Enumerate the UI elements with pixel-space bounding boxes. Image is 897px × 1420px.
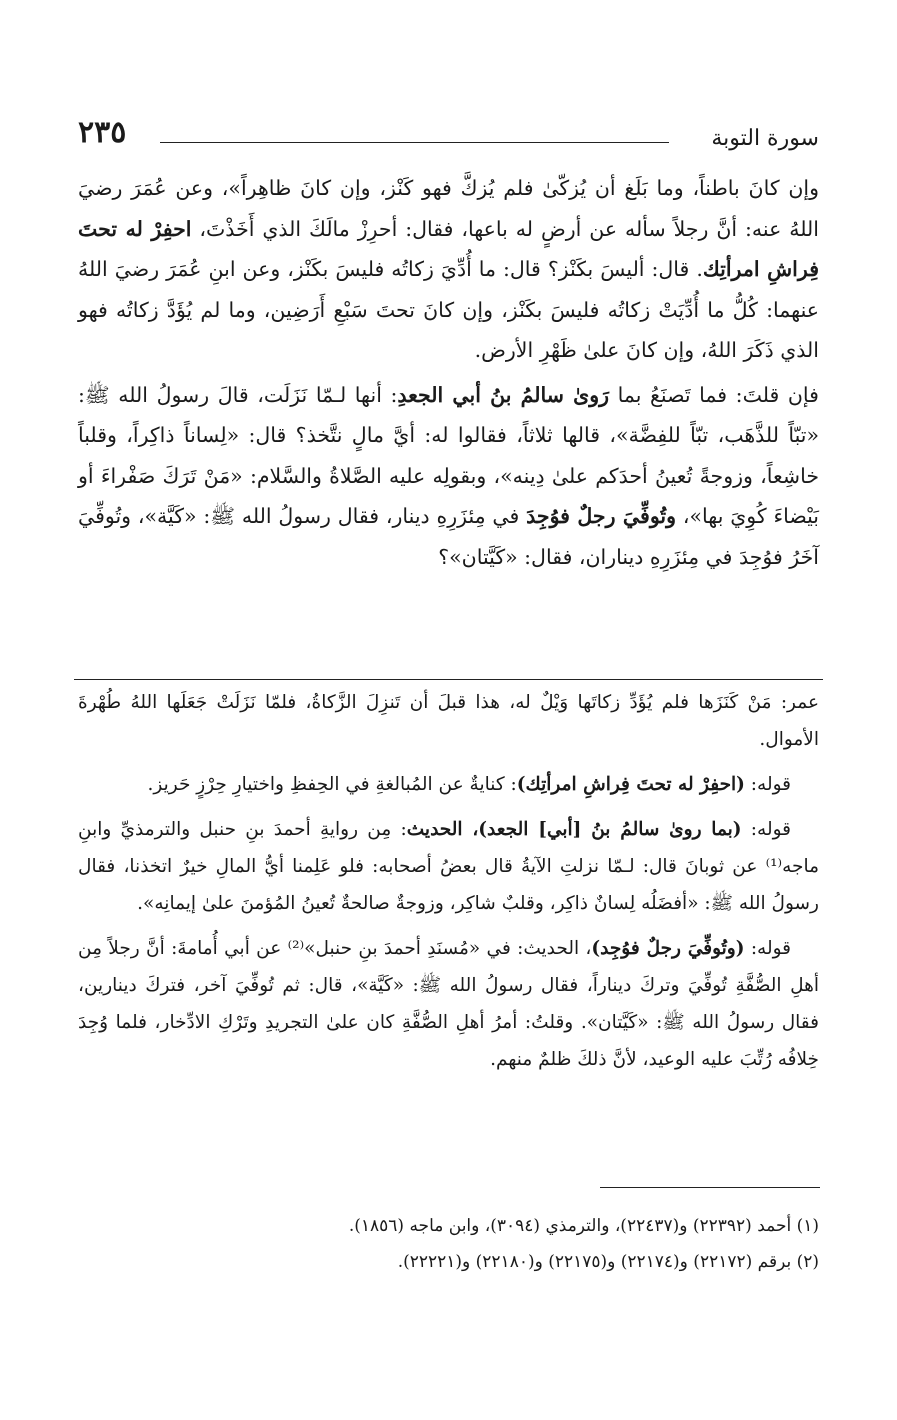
footnote-2: (٢) برقم (٢٢١٧٢) و(٢٢١٧٤) و(٢٢١٧٥) و(٢٢١٨٠) و(٢٢٢٢١). [397, 1252, 819, 1272]
main-paragraph-2 [78, 375, 819, 578]
main-paragraph-1-bold: احفِرْ له تحتَ فِراشِ امرأتِك [78, 216, 819, 281]
commentary-paragraph-3-bold: (بما روىٰ سالمُ بنُ [أبي] الجعد)، الحديث [406, 819, 742, 840]
main-paragraph-2-lead: فإن قلتَ: فما تَصنَعُ بما [617, 382, 819, 407]
commentary [78, 684, 819, 1078]
commentary-paragraph-4-rest: ، الحديث: في «مُسنَدِ أحمدَ بنِ حنبل»⁽²⁾ عن أبي أُمامةَ: أنَّ رجلاً مِن أهلِ الصُّفَّةِ تُوفِّيَ وتركَ ديناراً، فقال رسولُ الله ﷺ: «كَيَّة»، قال: ثم تُوفِّيَ آخر، فتركَ دينارين، فقال رسولُ الله ﷺ: «كَيَّتان». وقلتُ: أمرُ أهلِ الصُّفَّةِ كان علىٰ التجريدِ وتَرْكِ الادِّخار، فلما وُجِدَ خِلافُه رُتِّبَ عليه الوعيد، لأنَّ ذلكَ ظلمٌ منهم. [78, 938, 819, 1070]
commentary-paragraph-3-lead: قوله: [741, 819, 791, 840]
running-title: سورة التوبة [711, 126, 819, 151]
footnote-1: (١) أحمد (٢٢٣٩٢) و(٢٢٤٣٧)، والترمذي (٣٠٩٤)، وابن ماجه (١٨٥٦). [348, 1216, 819, 1236]
main-paragraph-1-text: وإن كانَ باطناً، وما بَلَغ أن يُزكّىٰ فلم يُزكَّ فهو كَنْز، وإن كانَ ظاهِراً»، وعن عُمَرَ رضيَ اللهُ عنه: أنَّ رجلاً سأله عن أرضٍ له باعها، فقال: أحرِزْ مالَكَ الذي أَخَذْتَ، [78, 176, 819, 241]
section-divider [74, 679, 823, 680]
commentary-paragraph-4-bold: (وتُوفِّيَ رجلٌ فوُجِد) [591, 938, 745, 959]
main-paragraph-2-mid-2: في مِئزَرِهِ دينار، فقال رسولُ الله ﷺ: «كَيَّة»، وتُوفِّيَ آخَرُ فوُجِدَ في مِئزَرِهِ ديناران، فقال: «كَيَّتان»؟ [78, 504, 819, 569]
page-number: ٢٣٥ [78, 115, 127, 150]
main-paragraph-2-mid-1: : أنها لـمّا نَزَلَت، قالَ رسولُ الله ﷺ: «تبّاً للذَّهَب، تبّاً للفِضَّة»، قالها ثلاثاً، فقالوا له: أيَّ مالٍ نتَّخذ؟ قال: «لِساناً ذاكِراً، وقلباً خاشِعاً، وزوجةً تُعينُ أحدَكم علىٰ دِينه»، وبقولِه عليه الصَّلاةُ والسَّلام: «مَنْ تَرَكَ صَفْراءَ أو بَيْضاءَ كُوِيَ بها»، [78, 382, 820, 528]
commentary-paragraph-2-bold: (احفِرْ له تحتَ فِراشِ امرأتِك) [516, 774, 745, 795]
commentary-paragraph-1: عمر: مَنْ كَنَزَها فلم يُؤَدِّ زكاتَها وَيْلٌ له، هذا قبلَ أن تَنزِلَ الزَّكاةُ، فلمّا نَزَلَتْ جَعَلَها اللهُ طُهْرةَ الأموال. [78, 692, 819, 750]
main-paragraph-1 [78, 168, 819, 371]
main-paragraph-2-bold-2: وتُوفِّيَ رجلٌ فوُجِدَ [526, 504, 677, 528]
main-paragraph-1-rest: . قال: أليسَ بكَنْز؟ قال: ما أُدِّيَ زكاتُه فليسَ بكَنْز، وعن ابنِ عُمَرَ رضيَ اللهُ عنهما: كُلُّ ما أُدِّيَتْ زكاتُه فليسَ بكَنْز، وإن كانَ تحتَ سَبْعِ أَرَضِين، وما لم يُؤَدَّ زكاتُه فهو الذي ذَكَرَ اللهُ، وإن كانَ علىٰ ظَهْرِ الأرض. [78, 257, 819, 362]
commentary-paragraph-4 [78, 930, 819, 1078]
commentary-paragraph-3 [78, 811, 819, 922]
footnotes [78, 1208, 819, 1280]
commentary-paragraph-2-rest: : كنايةٌ عن المُبالغةِ في الحِفظِ واختيارِ حِرْزٍ حَريز. [147, 774, 517, 795]
page-header [78, 114, 819, 164]
header-rule [160, 142, 669, 143]
commentary-paragraph-4-lead: قوله: [744, 938, 792, 959]
footnote-rule [600, 1187, 820, 1188]
main-text [78, 168, 819, 577]
commentary-paragraph-3-rest: : مِن روايةِ أحمدَ بنِ حنبل والترمذيِّ وابنِ ماجه⁽¹⁾ عن ثوبانَ قال: لـمّا نزلتِ الآيةُ قال بعضُ أصحابه: فلو عَلِمنا أيُّ المالِ خيرٌ اتخذنا، فقال رسولُ الله ﷺ: «أفضَلُه لِسانٌ ذاكِر، وقلبٌ شاكِر، وزوجةٌ صالحةٌ تُعينُ المُؤمنَ علىٰ إيمانِه». [78, 819, 819, 914]
main-paragraph-2-bold-1: رَوىٰ سالمُ بنُ أبي الجعدِ [397, 382, 610, 407]
commentary-paragraph-2-lead: قوله: [744, 774, 791, 795]
commentary-paragraph-2 [78, 766, 819, 803]
